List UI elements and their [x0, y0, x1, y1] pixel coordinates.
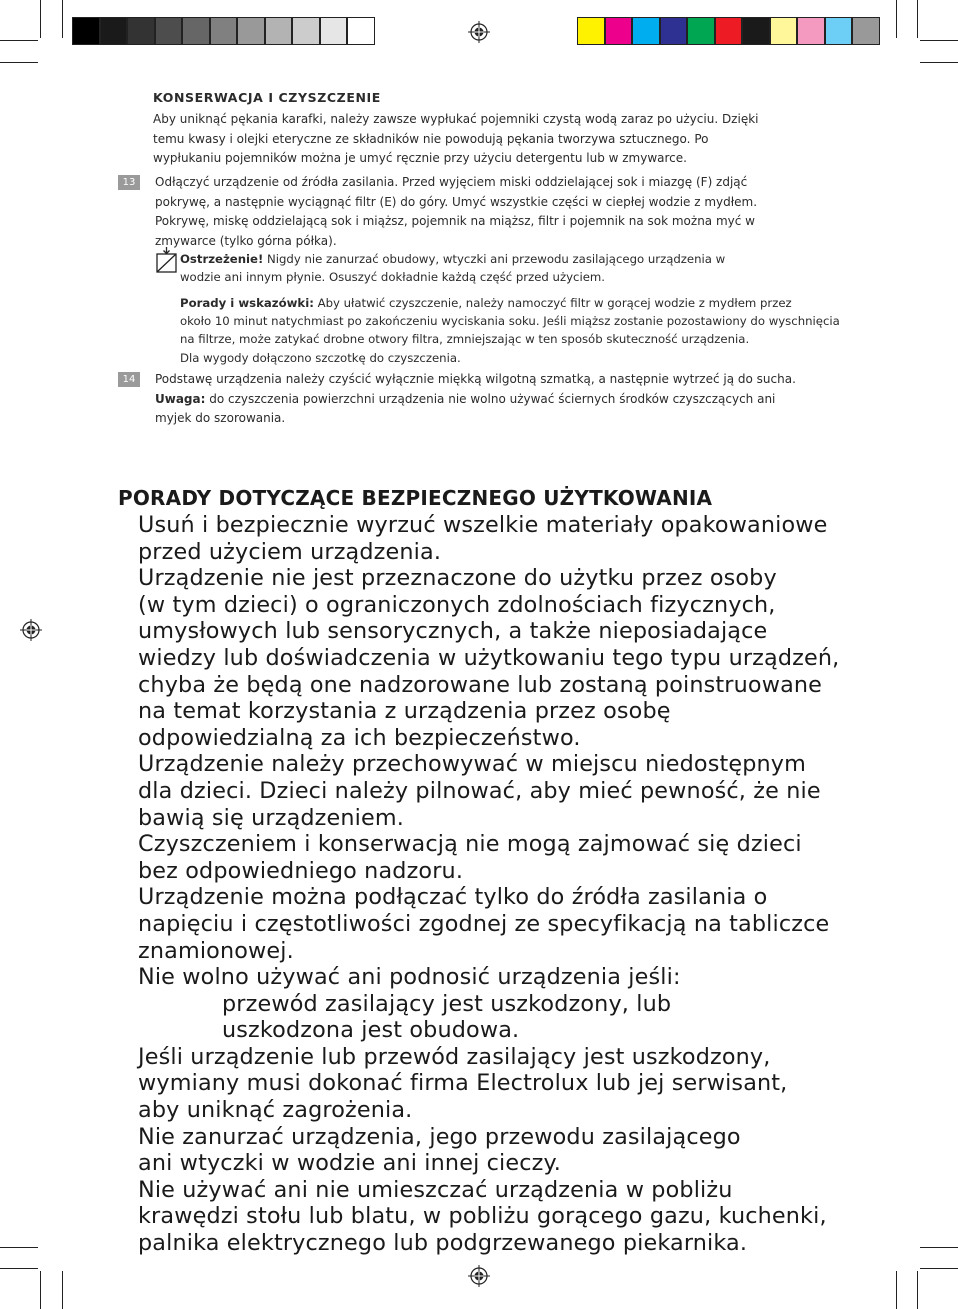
crop-mark [0, 40, 38, 41]
text-line: ani wtyczki w wodzie ani innej cieczy. [138, 1150, 561, 1177]
text-line: Urządzenie można podłączać tylko do źródła zasilania o [138, 884, 768, 911]
color-swatch [237, 17, 265, 45]
text-line: Dla wygody dołączono szczotkę do czyszczenia. [180, 350, 461, 365]
tips-text [180, 294, 840, 367]
text-line: umysłowych lub sensorycznych, a także nieposiadające [138, 618, 768, 645]
text-line: znamionowej. [138, 937, 294, 964]
color-swatch [155, 17, 183, 45]
crop-mark [0, 1268, 38, 1269]
color-swatch [127, 17, 155, 45]
text-line: (w tym dzieci) o ograniczonych zdolnościach fizycznych, [138, 591, 776, 618]
text-line: bawią się urządzeniem. [138, 804, 405, 831]
color-swatch [182, 17, 210, 45]
color-swatch [210, 17, 238, 45]
step-14-badge: 14 [118, 372, 140, 387]
text-line: Pokrywę, miskę oddzielającą sok i miąższ, pojemnik na miąższ, filtr i pojemnik na sok można myć w [155, 214, 755, 228]
tips-text-rest: Aby ułatwić czyszczenie, należy namoczyć filtr w gorącej wodzie z mydłem przez [313, 296, 792, 310]
step-14-text [155, 370, 796, 429]
maintenance-title: KONSERWACJA I CZYSZCZENIE [153, 90, 381, 105]
text-line: wodzie ani innym płynie. Osuszyć dokładnie każdą część przed użyciem. [180, 270, 605, 284]
crop-mark [0, 1247, 38, 1248]
text-line: przewód zasilający jest uszkodzony, lub [222, 990, 672, 1017]
registration-mark-icon [468, 21, 490, 43]
color-swatch [770, 17, 798, 45]
text-line: Aby uniknąć pękania karafki, należy zawsze wypłukać pojemniki czystą wodą zaraz po użyciu. Dzięki [153, 112, 759, 126]
text-line: Jeśli urządzenie lub przewód zasilający jest uszkodzony, [138, 1043, 771, 1070]
color-swatch [852, 17, 880, 45]
color-swatch [605, 17, 633, 45]
color-swatch [320, 17, 348, 45]
step-13-badge: 13 [118, 175, 140, 190]
crop-mark [40, 0, 41, 38]
text-line [180, 250, 725, 268]
registration-mark-icon [20, 619, 42, 641]
text-line: Nie zanurzać urządzenia, jego przewodu zasilającego [138, 1123, 741, 1150]
crop-mark [896, 1271, 897, 1309]
crop-mark [62, 1271, 63, 1309]
color-swatch [825, 17, 853, 45]
crop-mark [62, 0, 63, 38]
color-swatch [347, 17, 375, 45]
note-text-rest: do czyszczenia powierzchni urządzenia nie wolno używać ściernych środków czyszczących ani [205, 391, 776, 406]
safety-text [138, 512, 839, 1257]
text-line [155, 390, 796, 410]
text-line: wypłukaniu pojemników można je umyć ręcznie przy użyciu detergentu lub w zmywarce. [153, 151, 687, 165]
text-line: palnika elektrycznego lub podgrzewanego piekarnika. [138, 1230, 748, 1257]
text-line: zmywarce (tylko górna półka). [155, 233, 337, 248]
text-line: krawędzi stołu lub blatu, w pobliżu gorącego gazu, kuchenki, [138, 1203, 827, 1230]
crop-mark [917, 1271, 918, 1309]
text-line: Urządzenie należy przechowywać w miejscu niedostępnym [138, 751, 807, 778]
grayscale-color-bar [72, 17, 375, 45]
color-swatch [660, 17, 688, 45]
warning-label: Ostrzeżenie! [180, 252, 264, 266]
text-line: przed użyciem urządzenia. [138, 538, 442, 565]
text-line: odpowiedzialną za ich bezpieczeństwo. [138, 724, 581, 751]
text-line: aby uniknąć zagrożenia. [138, 1097, 413, 1124]
text-line: pokrywę, a następnie wyciągnąć filtr (E) do góry. Umyć wszystkie części w ciepłej wodzie z mydłem. [155, 194, 758, 209]
text-line: Czyszczeniem i konserwacją nie mogą zajmować się dzieci [138, 831, 802, 858]
crop-mark [0, 62, 38, 63]
text-line: uszkodzona jest obudowa. [222, 1017, 520, 1044]
text-line: na filtrze, może zatykać drobne otwory filtra, zmniejszając w ten sposób skuteczność urządzenia. [180, 332, 750, 347]
maintenance-intro [153, 110, 758, 169]
crop-mark [920, 62, 958, 63]
color-swatch [632, 17, 660, 45]
text-line: około 10 minut natychmiast po zakończeniu wyciskania soku. Jeśli miąższ zostanie pozostawiony do wyschnięcia [180, 314, 840, 329]
color-swatch [265, 17, 293, 45]
note-label: Uwaga: [155, 391, 206, 406]
text-line: bez odpowiedniego nadzoru. [138, 857, 464, 884]
text-line: temu kwasy i olejki eteryczne ze składników nie powodują pękania tworzywa sztucznego. Po [153, 131, 709, 146]
crop-mark [920, 1268, 958, 1269]
crop-mark [920, 40, 958, 41]
color-swatch [72, 17, 100, 45]
warning-text [180, 250, 725, 286]
crop-mark [40, 1271, 41, 1309]
text-line: Nie wolno używać ani podnosić urządzenia jeśli: [138, 964, 681, 991]
text-line: Urządzenie nie jest przeznaczone do użytku przez osoby [138, 565, 777, 592]
safety-title: PORADY DOTYCZĄCE BEZPIECZNEGO UŻYTKOWANIA [118, 486, 713, 510]
text-line: myjek do szorowania. [155, 411, 286, 425]
text-line: wymiany musi dokonać firma Electrolux lub jej serwisant, [138, 1070, 788, 1097]
text-line: napięciu i częstotliwości zgodnej ze specyfikacją na tabliczce [138, 910, 830, 937]
warning-text-rest: Nigdy nie zanurzać obudowy, wtyczki ani przewodu zasilającego urządzenia w [263, 252, 726, 266]
color-swatch [292, 17, 320, 45]
color-swatch [687, 17, 715, 45]
color-swatch [797, 17, 825, 45]
text-line: Podstawę urządzenia należy czyścić wyłącznie miękką wilgotną szmatką, a następnie wytrzeć ją do sucha. [155, 372, 796, 386]
text-line: Usuń i bezpiecznie wyrzuć wszelkie materiały opakowaniowe [138, 512, 828, 538]
no-water-warning-icon [156, 247, 178, 273]
crop-mark [917, 0, 918, 38]
color-swatch [742, 17, 770, 45]
process-color-bar [577, 17, 880, 45]
text-line: na temat korzystania z urządzenia przez osobę [138, 698, 671, 725]
color-swatch [577, 17, 605, 45]
color-swatch [715, 17, 743, 45]
crop-mark [896, 0, 897, 38]
text-line: Nie używać ani nie umieszczać urządzenia w pobliżu [138, 1176, 733, 1203]
tips-label: Porady i wskazówki: [180, 296, 314, 310]
registration-mark-icon [468, 1265, 490, 1287]
text-line: wiedzy lub doświadczenia w użytkowaniu tego typu urządzeń, [138, 644, 840, 671]
color-swatch [100, 17, 128, 45]
text-line: chyba że będą one nadzorowane lub zostaną poinstruowane [138, 671, 823, 698]
crop-mark [920, 1247, 958, 1248]
text-line [180, 294, 840, 312]
step-13-text [155, 173, 757, 251]
text-line: dla dzieci. Dzieci należy pilnować, aby mieć pewność, że nie [138, 777, 821, 804]
text-line: Odłączyć urządzenie od źródła zasilania. Przed wyjęciem miski oddzielającej sok i miazgę (F) zdjąć [155, 175, 748, 189]
